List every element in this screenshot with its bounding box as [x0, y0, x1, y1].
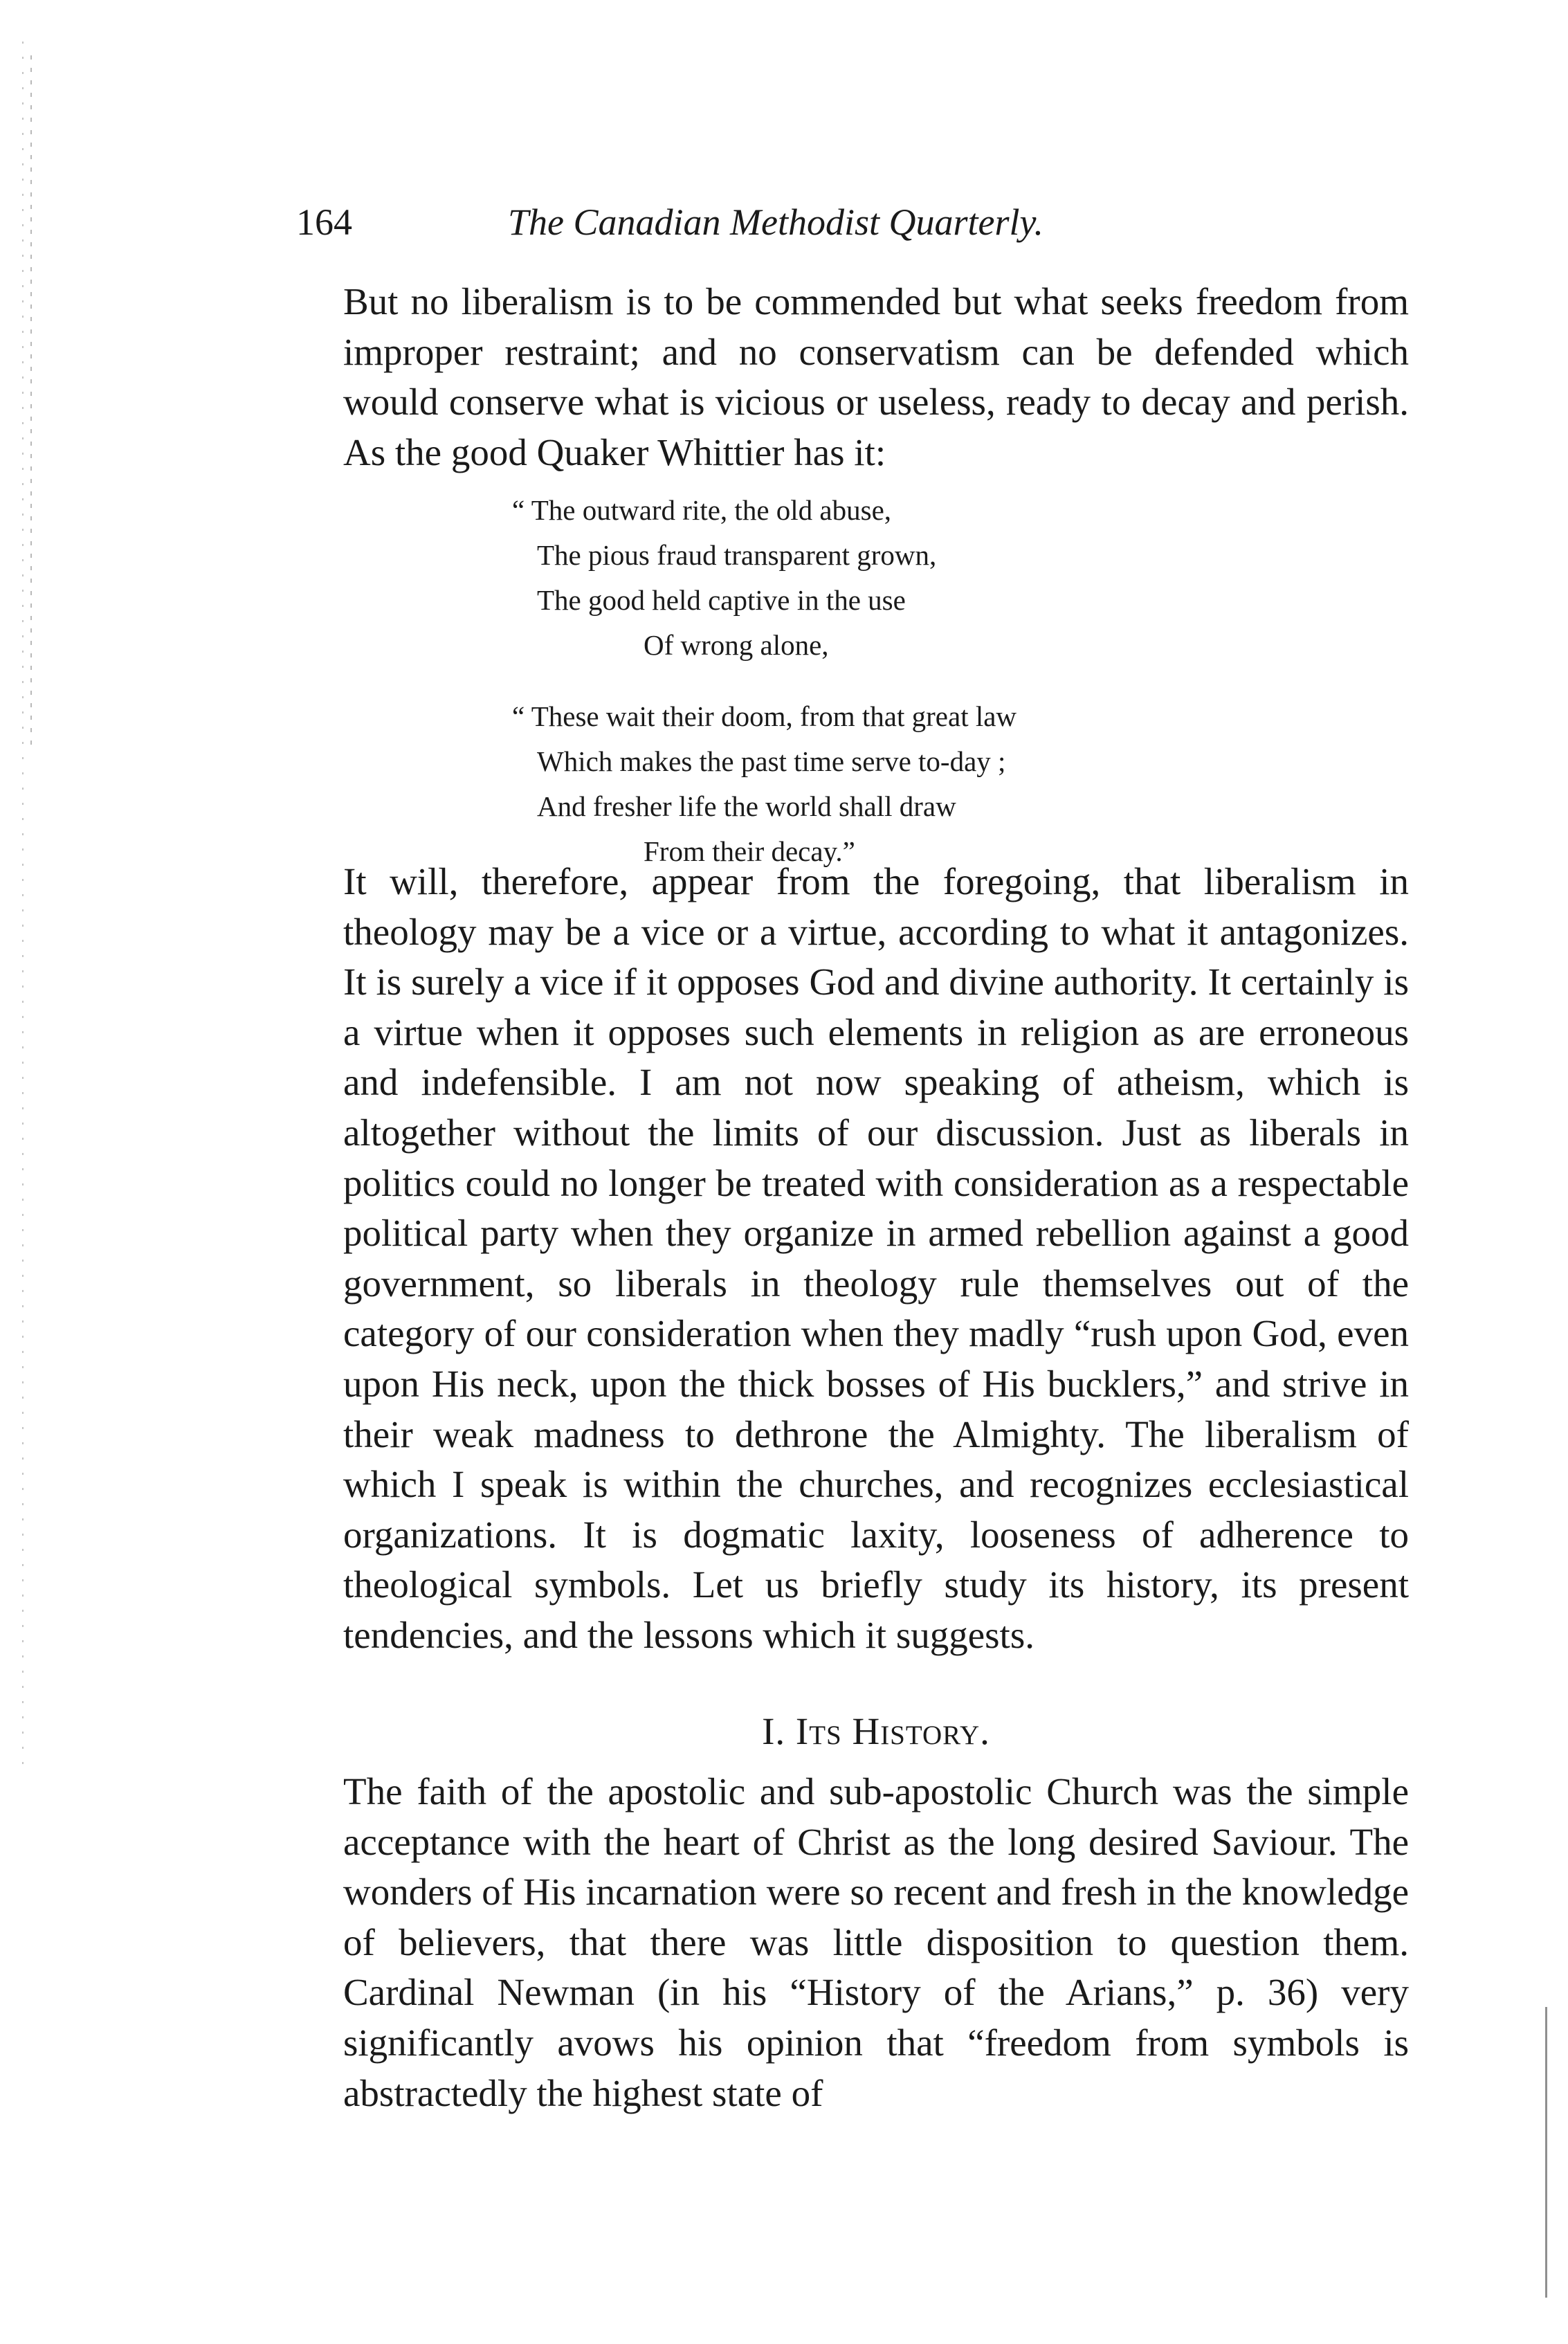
poem-line: Which makes the past time serve to-day ;: [537, 745, 1006, 777]
paragraph-3-text: The faith of the apostolic and sub-apostolic Church was the simple acceptance with the heart of Christ as the long desired Saviour. The wonders of His incarnation were so recent and fresh in the knowledge of believers, that there was little disposition to question them. Cardinal Newman (in his “History of the Arians,” p. 36) very significantly avows his opinion that “freedom from symbols is abstractedly the highest state of: [343, 1770, 1409, 2114]
poem-line: Of wrong alone,: [644, 629, 829, 661]
poem-line: And fresher life the world shall draw: [537, 790, 956, 822]
poem-quotation: [512, 488, 1246, 900]
paragraph-2: [343, 857, 1409, 1661]
poem-stanza-2: [512, 694, 1246, 874]
page-header: [296, 201, 1410, 256]
poem-line: The good held captive in the use: [537, 584, 906, 616]
paragraph-2-text: It will, therefore, appear from the foregoing, that liberalism in theology may be a vice or a virtue, according to what it antagonizes. It is surely a vice if it opposes God and divine authority. It certainly is a virtue when it opposes such elements in religion as are erroneous and indefensible. I am not now speaking of atheism, which is altogether without the limits of our discussion. Just as liberals in politics could no longer be treated with consideration as a respectable political party when they organize in armed rebellion against a good government, so liberals in theology rule themselves out of the category of our consideration when they madly “rush upon God, even upon His neck, upon the thick bosses of His bucklers,” and strive in their weak madness to dethrone the Almighty. The liberalism of which I speak is within the churches, and recognizes ecclesiastical organizations. It is dogmatic laxity, looseness of adherence to theological symbols. Let us briefly study its history, its present tendencies, and the lessons which it suggests.: [343, 860, 1409, 1656]
poem-line: “ These wait their doom, from that great law: [512, 700, 1017, 732]
scan-edge-artifact-inner: [30, 55, 32, 747]
poem-line: The pious fraud transparent grown,: [537, 539, 937, 571]
poem-line: From their decay.”: [644, 835, 855, 867]
running-title: The Canadian Methodist Quarterly.: [508, 201, 1043, 243]
section-heading: [343, 1709, 1409, 1753]
scan-right-edge-artifact: [1545, 2007, 1547, 2298]
paragraph-3: [343, 1767, 1409, 2118]
paragraph-1-text: But no liberalism is to be commended but what seeks freedom from improper restraint; and no conservatism can be defended which would conserve what is vicious or useless, ready to decay and perish. As the good Quaker Whittier has it:: [343, 280, 1409, 473]
poem-line: “ The outward rite, the old abuse,: [512, 494, 892, 526]
scan-edge-artifact: [7, 42, 48, 1772]
paragraph-1: [343, 277, 1409, 478]
section-title: Its History.: [795, 1710, 990, 1752]
section-numeral: I.: [762, 1710, 786, 1752]
poem-stanza-1: [512, 488, 1246, 668]
page-number: 164: [296, 201, 352, 243]
